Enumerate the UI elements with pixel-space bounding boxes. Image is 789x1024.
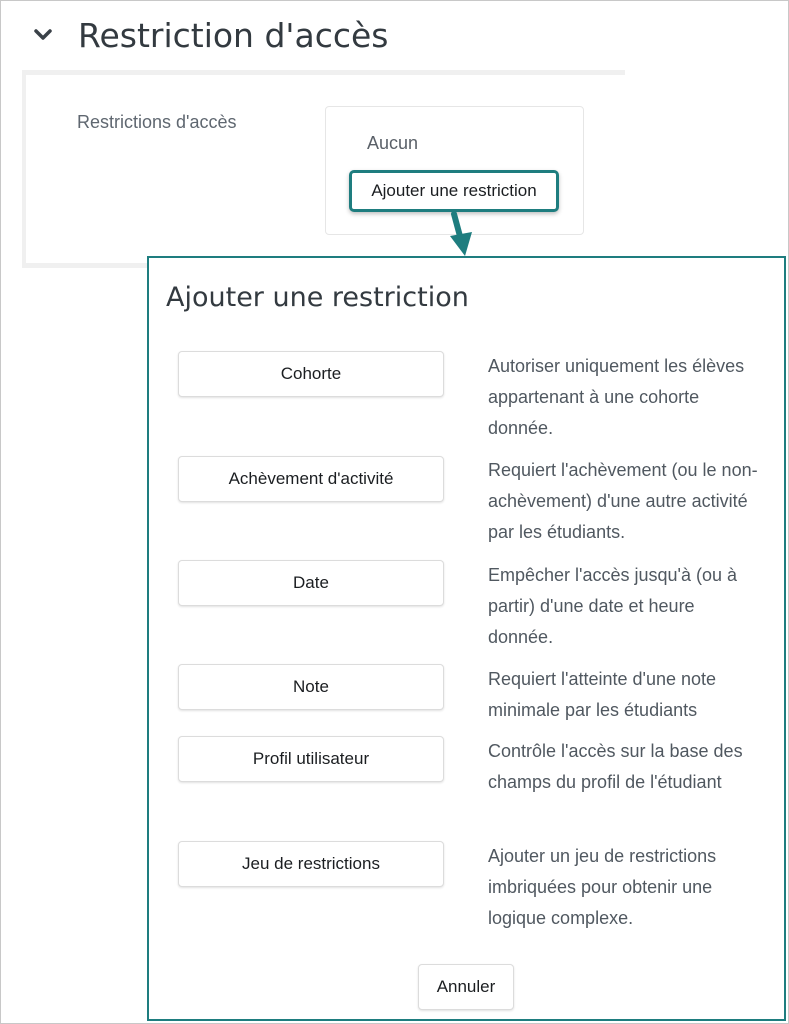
grade-button[interactable]: Note [178, 664, 444, 710]
restriction-set-button[interactable]: Jeu de restrictions [178, 841, 444, 887]
section-header-toggle[interactable] [30, 10, 389, 60]
cohort-button[interactable]: Cohorte [178, 351, 444, 397]
section-title: Restriction d'accès [78, 15, 389, 55]
cancel-button[interactable]: Annuler [418, 964, 514, 1010]
callout-arrow-icon [446, 212, 476, 258]
dialog-title: Ajouter une restriction [166, 282, 469, 313]
user-profile-description: Contrôle l'accès sur la base des champs du profil de l'étudiant [488, 741, 743, 792]
grade-description: Requiert l'atteinte d'une note minimale par les étudiants [488, 669, 717, 720]
user-profile-button[interactable]: Profil utilisateur [178, 736, 444, 782]
activity-completion-button[interactable]: Achèvement d'activité [178, 456, 444, 502]
date-button[interactable]: Date [178, 560, 444, 606]
chevron-down-icon[interactable] [30, 22, 56, 48]
restrictions-label: Restrictions d'accès [77, 112, 237, 132]
restrictions-value: Aucun [367, 133, 419, 153]
add-restriction-button[interactable]: Ajouter une restriction [349, 170, 559, 212]
activity-completion-description: Requiert l'achèvement (ou le non-achèvement) d'une autre activité par les étudiants. [488, 460, 758, 542]
restriction-set-description: Ajouter un jeu de restrictions imbriquées pour obtenir une logique complexe. [488, 846, 717, 928]
add-restriction-dialog [147, 256, 786, 1021]
cohort-description: Autoriser uniquement les élèves appartenant à une cohorte donnée. [488, 356, 745, 438]
date-description: Empêcher l'accès jusqu'à (ou à partir) d'une date et heure donnée. [488, 565, 738, 647]
